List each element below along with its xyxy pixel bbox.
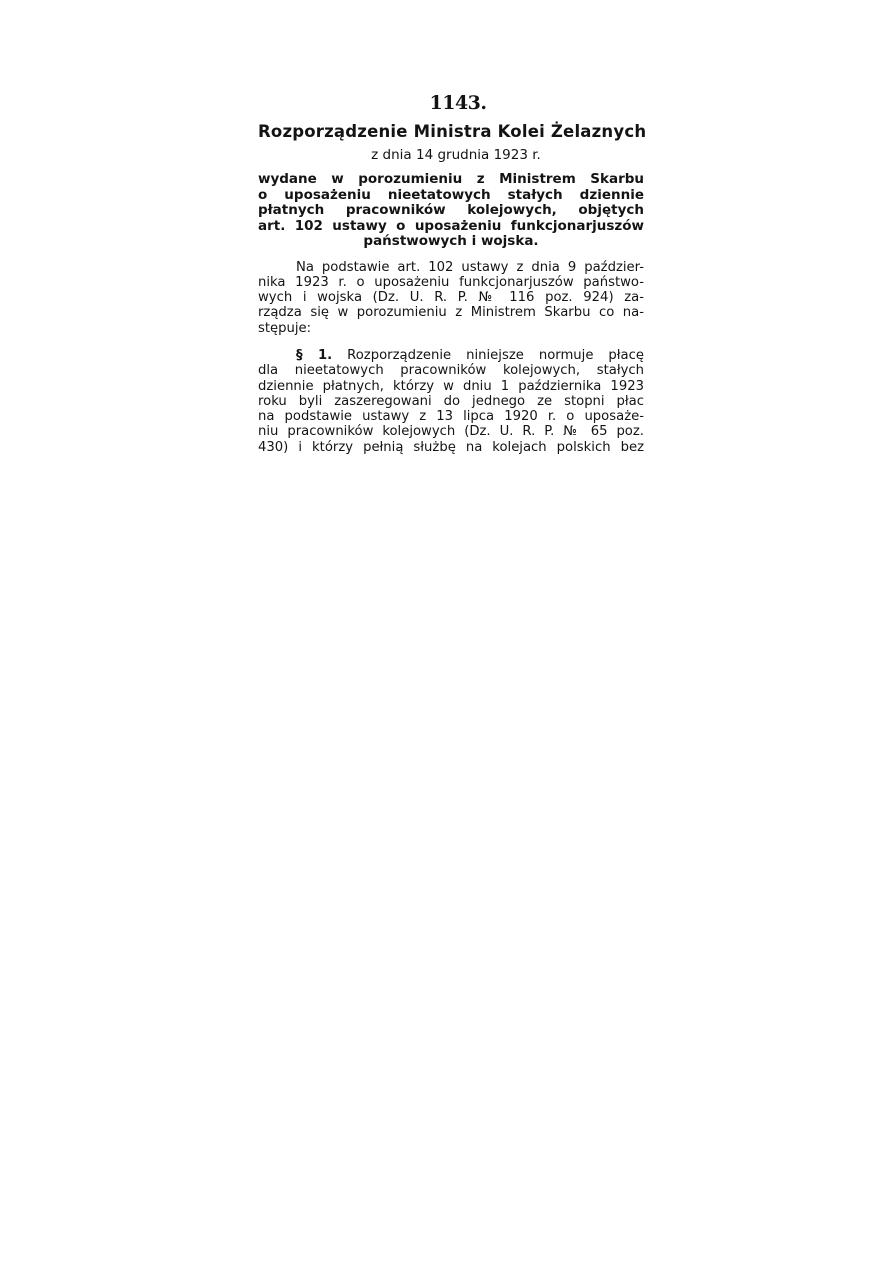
section-1-line: na podstawie ustawy z 13 lipca 1920 r. o uposaże- (258, 409, 644, 425)
section-1-line: dla nieetatowych pracowników kolejowych, stałych (258, 363, 644, 379)
preamble-line: Na podstawie art. 102 ustawy z dnia 9 paździer- (296, 259, 644, 275)
section-mark: § 1. (296, 347, 333, 363)
subject-line: płatnych pracowników kolejowych, objętych (258, 202, 644, 218)
document-column (258, 92, 647, 467)
subject-line: państwowych i wojska. (363, 233, 539, 249)
subject-line: o uposażeniu nieetatowych stałych dziennie (258, 186, 644, 203)
section-1-line: niu pracowników kolejowych (Dz. U. R. P. № 65 poz. (258, 424, 644, 440)
section-1-line: roku byli zaszeregowani do jednego ze stopni płac (258, 393, 644, 409)
document-title: Rozporządzenie Ministra Kolei Żelaznych (258, 122, 647, 141)
preamble-line: stępuje: (258, 320, 312, 336)
section-1-first-line-text: Rozporządzenie niniejsze normuje płacę (347, 347, 644, 363)
section-1-first-line (258, 348, 644, 363)
document-subject (258, 172, 644, 250)
document-date: z dnia 14 grudnia 1923 r. (371, 147, 541, 163)
section-1-paragraph (258, 348, 644, 455)
subject-line: wydane w porozumieniu z Ministrem Skarbu (258, 171, 644, 187)
preamble-line: wych i wojska (Dz. U. R. P. № 116 poz. 924) za- (258, 290, 644, 306)
preamble-line: nika 1923 r. o uposażeniu funkcjonarjuszów państwo- (258, 274, 644, 290)
subject-line: art. 102 ustawy o uposażeniu funkcjonarjuszów (258, 217, 644, 234)
preamble-paragraph (258, 260, 644, 336)
section-1-line: 430) i którzy pełnią służbę na kolejach polskich bez (258, 439, 644, 455)
section-1-line: dziennie płatnych, którzy w dniu 1 października 1923 (258, 378, 644, 394)
preamble-line: rządza się w porozumieniu z Ministrem Skarbu co na- (258, 305, 644, 321)
document-number: 1143. (429, 92, 487, 114)
